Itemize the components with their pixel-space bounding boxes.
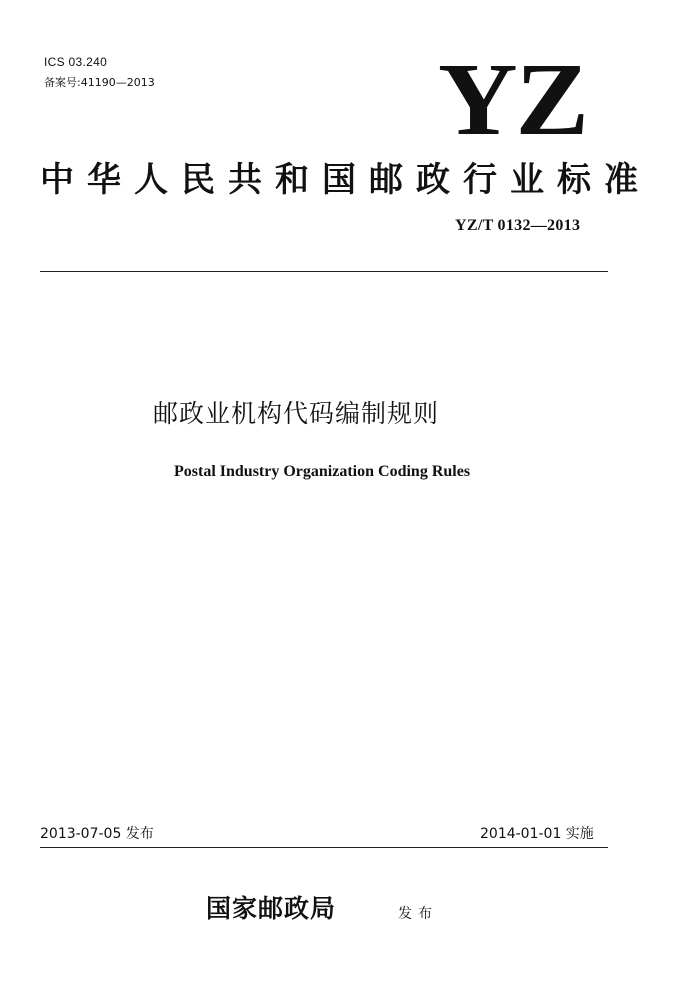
ics-code: ICS 03.240	[44, 55, 108, 69]
yz-logo: YZ	[438, 42, 587, 157]
standard-title: 中华人民共和国邮政行业标准	[40, 160, 651, 200]
document-title-cn: 邮政业机构代码编制规则	[153, 399, 440, 428]
bottom-divider	[40, 847, 608, 848]
standard-number: YZ/T 0132—2013	[455, 217, 581, 234]
issuing-authority: 国家邮政局	[206, 894, 337, 923]
top-divider	[40, 271, 608, 272]
issue-date: 2013-07-05 发布	[40, 826, 154, 842]
record-number: 备案号:41190—2013	[44, 76, 155, 89]
document-title-en: Postal Industry Organization Coding Rules	[174, 463, 471, 480]
implementation-date: 2014-01-01 实施	[480, 826, 594, 842]
issue-label: 发布	[398, 906, 438, 922]
